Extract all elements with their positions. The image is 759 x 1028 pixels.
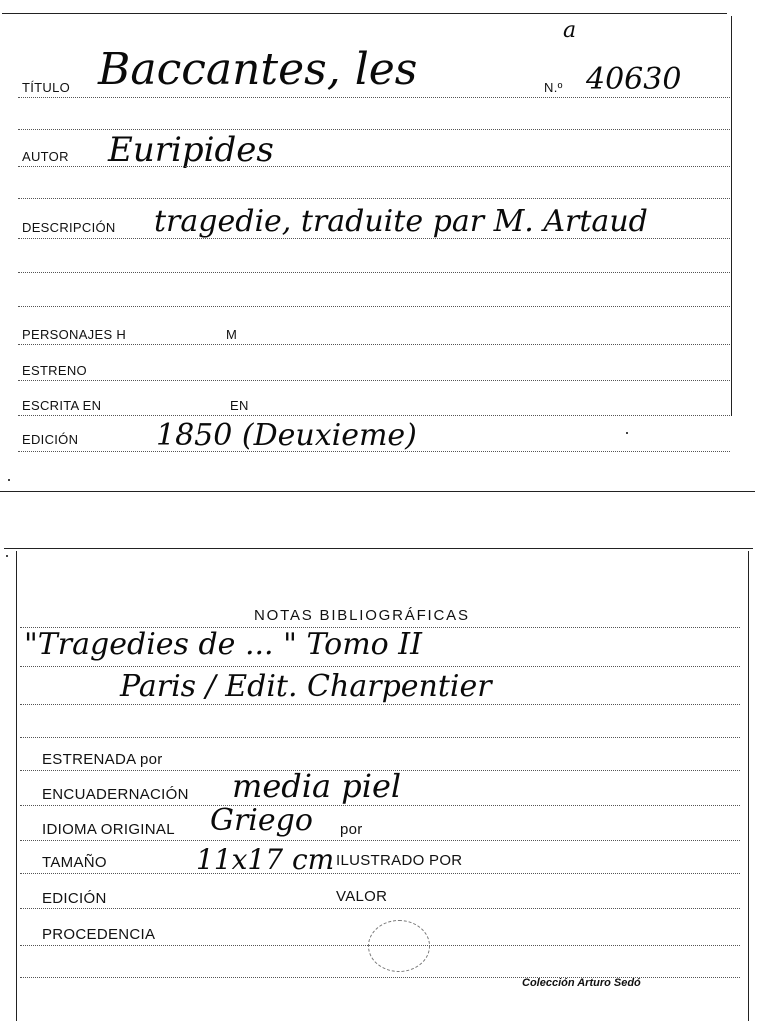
numero-label: N.º <box>544 80 563 95</box>
encuadernacion-label: ENCUADERNACIÓN <box>42 786 189 803</box>
card-right-border <box>731 16 732 416</box>
blank-rule <box>20 704 740 705</box>
descripcion-value: tragedie, traduite par M. Artaud <box>154 204 648 239</box>
speck <box>8 479 10 481</box>
card-left-border <box>16 551 17 1021</box>
tamano-rule <box>20 873 740 874</box>
card-bottom-border <box>0 491 755 492</box>
faint-stamp <box>368 920 430 972</box>
titulo-rule <box>18 97 730 98</box>
card-top-border <box>2 13 727 14</box>
personajes-rule <box>18 344 730 345</box>
blank-rule-3 <box>18 272 730 273</box>
tamano-label: TAMAÑO <box>42 854 107 871</box>
speck <box>6 555 8 557</box>
notas-heading: NOTAS BIBLIOGRÁFICAS <box>254 607 470 624</box>
autor-rule <box>18 166 730 167</box>
catalog-card-back <box>0 545 759 1028</box>
idioma-por-label: por <box>340 821 363 838</box>
blank-rule-2 <box>18 198 730 199</box>
ilustrado-label: ILUSTRADO POR <box>336 852 463 869</box>
idioma-rule <box>20 840 740 841</box>
collection-credit: Colección Arturo Sedó <box>522 977 641 989</box>
encuadernacion-value: media piel <box>232 767 402 805</box>
corner-mark: a <box>563 18 577 43</box>
edicion-label: EDICIÓN <box>22 432 79 447</box>
edicion-label: EDICIÓN <box>42 890 107 907</box>
estrenada-label: ESTRENADA por <box>42 751 163 768</box>
speck <box>626 432 628 434</box>
titulo-value: Baccantes, les <box>98 44 418 95</box>
titulo-label: TÍTULO <box>22 80 71 95</box>
blank-rule-4 <box>18 306 730 307</box>
descripcion-label: DESCRIPCIÓN <box>22 220 116 235</box>
estreno-label: ESTRENO <box>22 363 87 378</box>
card-right-border <box>748 551 749 1021</box>
procedencia-label: PROCEDENCIA <box>42 926 156 943</box>
blank-rule <box>20 666 740 667</box>
autor-label: AUTOR <box>22 149 69 164</box>
descripcion-rule <box>18 238 730 239</box>
idioma-label: IDIOMA ORIGINAL <box>42 821 175 838</box>
escrita-label: ESCRITA EN <box>22 398 102 413</box>
edicion-rule <box>20 908 740 909</box>
valor-label: VALOR <box>336 888 388 905</box>
tamano-value: 11x17 cm <box>196 843 335 876</box>
edicion-value: 1850 (Deuxieme) <box>156 418 417 453</box>
notes-line-2: Paris / Edit. Charpentier <box>120 669 492 704</box>
escrita-rule <box>18 415 730 416</box>
edicion-rule <box>18 451 730 452</box>
notes-line-1: "Tragedies de ... " Tomo II <box>24 627 422 662</box>
estreno-rule <box>18 380 730 381</box>
encuadernacion-rule <box>20 805 740 806</box>
personajes-label: PERSONAJES H <box>22 327 127 342</box>
numero-value: 40630 <box>586 62 682 97</box>
personajes-m-label: M <box>226 327 238 342</box>
card-top-border <box>4 548 753 549</box>
blank-rule <box>20 737 740 738</box>
catalog-card-front <box>0 0 759 495</box>
escrita-en-label: EN <box>230 398 249 413</box>
idioma-value: Griego <box>210 803 313 838</box>
autor-value: Euripides <box>108 130 274 170</box>
